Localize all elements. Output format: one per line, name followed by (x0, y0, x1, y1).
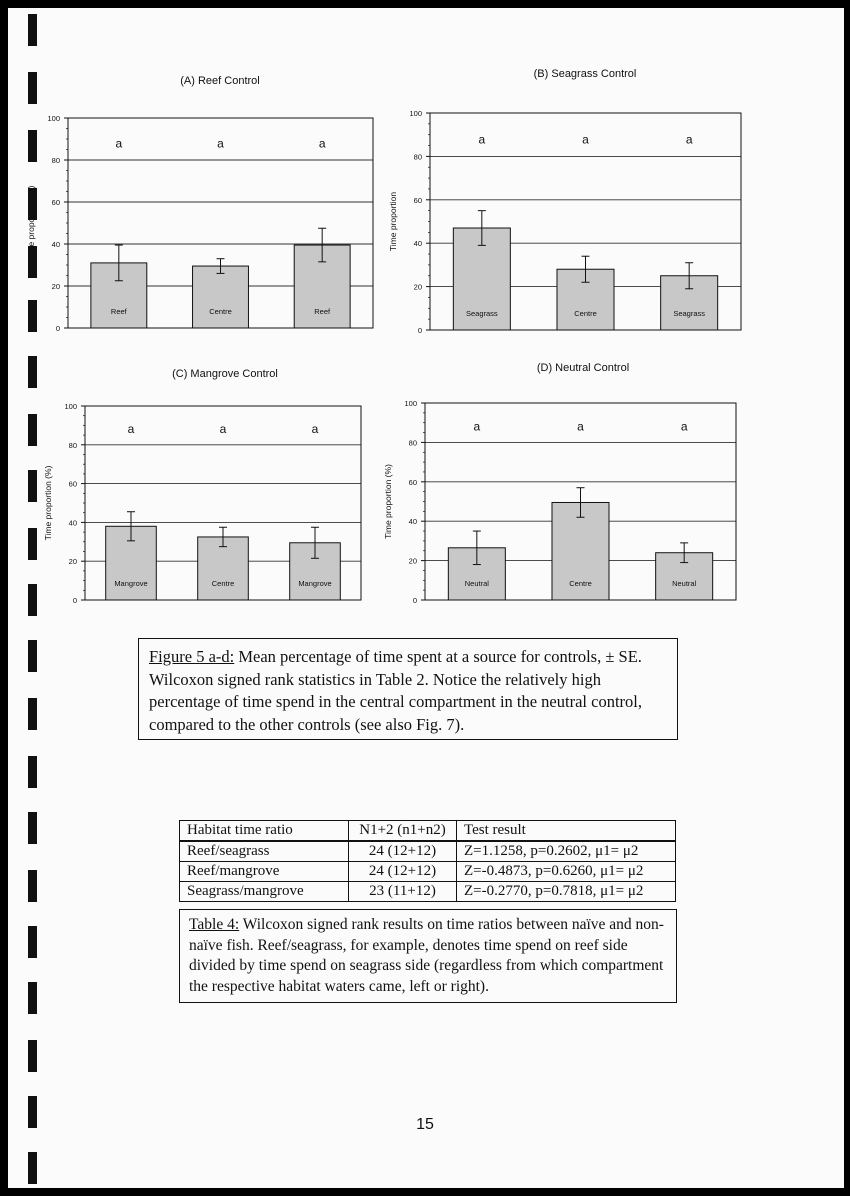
binding-mark (28, 72, 37, 104)
y-tick-label: 80 (51, 156, 60, 165)
table-caption (179, 909, 677, 1003)
table-cell: Reef/seagrass (180, 841, 349, 862)
y-tick-label: 40 (413, 239, 422, 249)
bar-label: Centre (574, 309, 597, 318)
y-tick-label: 100 (409, 109, 422, 118)
table-header-cell (349, 821, 457, 842)
binding-mark (28, 1152, 37, 1184)
bar-label: Seagrass (465, 309, 498, 318)
y-tick-label: 0 (72, 596, 77, 605)
table-row (180, 862, 676, 882)
binding-mark (28, 1040, 37, 1072)
table-cell: Z=1.1258, p=0.2602, μ1= μ2 (457, 841, 676, 862)
significance-letter: a (582, 132, 589, 147)
y-tick-label: 40 (51, 240, 60, 249)
significance-letter: a (685, 132, 693, 147)
y-tick-label: 40 (408, 517, 417, 527)
y-tick-label: 60 (51, 198, 60, 207)
bar-label: Neutral (464, 579, 489, 588)
figure-caption-text: Mean percentage of time spent at a source for controls, ± SE. Wilcoxon signed rank statistics in Table 2. Notice the relatively high percentage of time spend in the central compartment in the neutral control, compared to the other controls (see also Fig. 7). (149, 647, 642, 734)
plot-area (383, 399, 736, 605)
bar (193, 266, 249, 328)
binding-mark (28, 356, 37, 388)
bar-label: Reef (110, 307, 127, 316)
table-cell: 23 (11+12) (349, 882, 457, 902)
y-axis-label: Time proportion (%) (26, 185, 36, 261)
table-row (180, 841, 676, 862)
table-caption-text: Wilcoxon signed rank results on time ratios between naïve and non-naïve fish. Reef/seagrass, for example, denotes time spend on reef side divided by time spend on seagrass side (regardless from which compartment the respective habitat waters came, left or right). (189, 916, 664, 995)
significance-letter: a (473, 419, 481, 434)
header-text: Test result (464, 822, 526, 838)
table-cell: Z=-0.4873, p=0.6260, μ1= μ2 (457, 862, 676, 882)
bar-label: Mangrove (298, 579, 332, 588)
bar-label: Neutral (672, 579, 697, 588)
figure-caption-label: Figure 5 a-d: (149, 647, 235, 666)
y-tick-label: 80 (68, 440, 77, 450)
y-tick-label: 20 (408, 556, 417, 566)
significance-letter: a (219, 422, 227, 437)
y-tick-label: 20 (51, 282, 60, 291)
table-cell: 24 (12+12) (349, 862, 457, 882)
wilcoxon-results-table (179, 820, 676, 902)
table-cell: Seagrass/mangrove (180, 882, 349, 902)
binding-mark (28, 812, 37, 844)
y-tick-label: 60 (408, 477, 417, 487)
chart-title: (D) Neutral Control (536, 362, 630, 374)
header-text: N1+2 (n1+n2) (359, 822, 446, 838)
chart-seagrass-control (378, 105, 749, 342)
binding-mark (28, 982, 37, 1014)
table-header-cell (180, 821, 349, 842)
binding-mark (28, 870, 37, 902)
y-tick-label: 0 (412, 596, 417, 605)
chart-title: (A) Reef Control (180, 75, 260, 87)
significance-letter: a (318, 136, 326, 151)
chart-mangrove-control (33, 398, 369, 612)
bar-label: Mangrove (114, 579, 148, 588)
y-tick-label: 0 (55, 324, 60, 333)
chart-reef-control (16, 110, 381, 340)
table-header-cell (457, 821, 676, 842)
y-axis-label: Time proportion (388, 191, 398, 252)
plot-area (26, 114, 373, 333)
significance-letter: a (478, 132, 486, 147)
y-tick-label: 20 (68, 557, 77, 567)
binding-mark (28, 926, 37, 958)
significance-letter: a (115, 136, 123, 151)
significance-letter: a (311, 422, 319, 437)
y-tick-label: 100 (64, 402, 77, 411)
chart-title: (B) Seagrass Control (533, 68, 637, 80)
significance-letter: a (127, 422, 135, 437)
binding-mark (28, 698, 37, 730)
table-header-row (180, 821, 676, 842)
y-tick-label: 60 (68, 479, 77, 489)
bar-label: Seagrass (673, 309, 706, 318)
figure-caption (138, 638, 678, 740)
table-cell: Reef/mangrove (180, 862, 349, 882)
chart-neutral-control (373, 395, 744, 612)
y-tick-label: 80 (408, 438, 417, 448)
y-tick-label: 40 (68, 518, 77, 528)
y-axis-label: Time proportion (%) (43, 465, 53, 541)
y-tick-label: 20 (413, 282, 422, 292)
bar-label: Centre (569, 579, 592, 588)
bar-label: Centre (211, 579, 235, 588)
plot-area (388, 109, 741, 335)
bar-label: Centre (209, 307, 232, 316)
binding-mark (28, 640, 37, 672)
significance-letter: a (577, 419, 584, 434)
y-axis-label: Time proportion (%) (383, 464, 393, 539)
chart-title: (C) Mangrove Control (172, 368, 278, 380)
y-tick-label: 100 (404, 399, 417, 408)
binding-mark (28, 756, 37, 788)
y-tick-label: 0 (417, 326, 422, 335)
table-caption-label: Table 4: (189, 916, 240, 933)
page-number: 15 (416, 1116, 434, 1133)
table-cell: 24 (12+12) (349, 841, 457, 862)
significance-letter: a (217, 136, 224, 151)
y-tick-label: 80 (413, 152, 422, 162)
binding-mark (28, 14, 37, 46)
plot-area (43, 402, 361, 605)
bar-label: Reef (314, 307, 331, 316)
y-tick-label: 100 (47, 114, 60, 123)
y-tick-label: 60 (413, 195, 422, 205)
table-cell: Z=-0.2770, p=0.7818, μ1= μ2 (457, 882, 676, 902)
header-text: Habitat time ratio (187, 822, 293, 838)
table-row (180, 882, 676, 902)
significance-letter: a (680, 419, 688, 434)
